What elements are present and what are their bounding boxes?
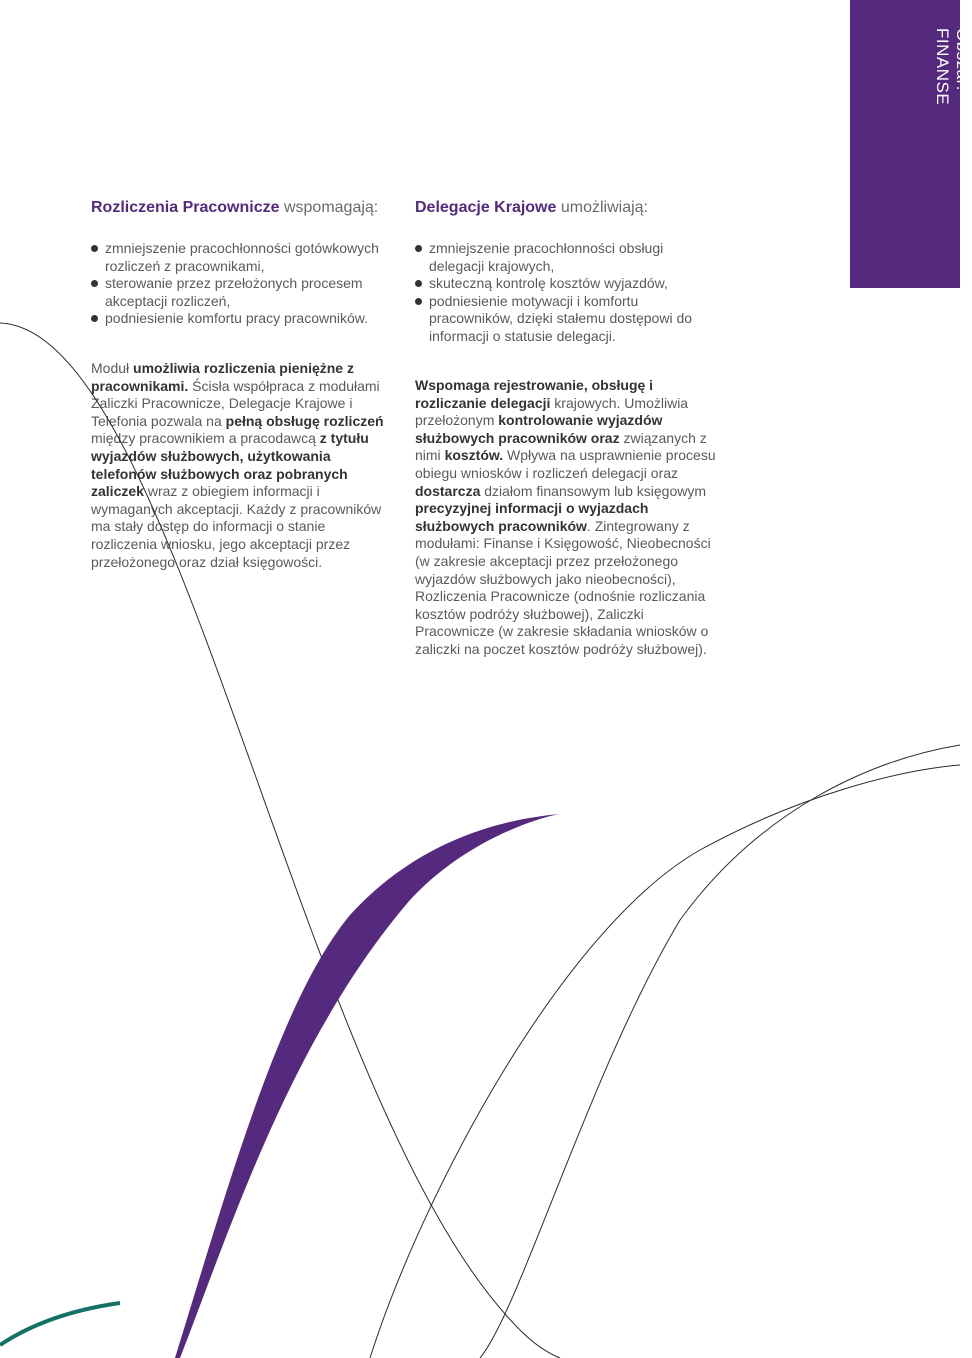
text-run-bold: z tytułu wyjazdów służbowych, użytkowania telefonów służbowych oraz pobranych zaliczek (91, 430, 369, 500)
text-run: związanych z nimi (415, 429, 707, 464)
wave-teal-line (0, 1303, 120, 1345)
text-run-bold: umożliwia rozliczenia pieniężne z pracownikami. (91, 360, 354, 394)
list-item: zmniejszenie pracochłonności gotówkowych rozliczeń z pracownikami, (91, 240, 391, 275)
delegacje-heading-title: Delegacje Krajowe (415, 199, 557, 216)
text-run: między pracownikiem a pracodawcą (91, 430, 320, 447)
rozliczenia-heading-title: Rozliczenia Pracownicze (91, 199, 280, 216)
text-run: krajowych. Umożliwia przełożonym (415, 394, 689, 429)
text-run-bold: precyzyjnej informacji o wyjazdach służbowych pracowników (415, 500, 649, 534)
list-item: skuteczną kontrolę kosztów wyjazdów, (415, 275, 720, 293)
delegacje-heading-suffix: umożliwiają: (556, 199, 648, 216)
text-run-bold: kosztów. (444, 447, 504, 464)
text-run: . Zintegrowany z modułami: Finanse i Księgowość, Nieobecności (w zakresie akceptacji przez przełożonego wyjazdów służbowych jako nieobecności), Rozliczenia Pracownicze (odnośnie rozliczania kosztów podróży służbowej), Zaliczki Pracownicze (w zakresie składania wniosków o zaliczki na poczet kosztów podróży służbowej). (415, 517, 711, 657)
area-label-line2: FINANSE (933, 28, 952, 106)
text-run-bold: dostarcza (415, 482, 481, 499)
text-run: Wpływa na usprawnienie procesu obiegu wniosków i rozliczeń delegacji oraz (415, 447, 716, 481)
text-run-bold: pełną obsługę rozliczeń (225, 412, 384, 429)
text-run: Ścisła współpraca z modułami Zaliczki Pracownicze, Delegacje Krajowe i Telefonia pozwala na (91, 377, 380, 429)
list-item: zmniejszenie pracochłonności obsługi delegacji krajowych, (415, 240, 720, 275)
text-run: działom finansowym lub księgowym (480, 482, 706, 499)
list-item: podniesienie komfortu pracy pracowników. (91, 310, 391, 328)
text-run-bold: kontrolowanie wyjazdów służbowych pracowników oraz (415, 412, 663, 446)
list-item: sterowanie przez przełożonych procesem akceptacji rozliczeń, (91, 275, 391, 310)
text-run-bold: Wspomaga rejestrowanie, obsługę i rozliczanie delegacji (415, 377, 654, 411)
list-item: podniesienie motywacji i komfortu pracowników, dzięki stałemu dostępowi do informacji o statusie delegacji. (415, 293, 720, 346)
text-run: wraz z obiegiem informacji i wymaganych akceptacji. Każdy z pracowników ma stały dostęp do informacji o stanie rozliczenia wniosku, jego akceptacji przez przełożonego oraz dział księgowości. (91, 483, 382, 570)
wave-purple-swoosh (175, 814, 560, 1358)
wave-gray-line-1 (480, 745, 960, 1358)
text-run: Moduł (91, 360, 134, 376)
rozliczenia-heading-suffix: wspomagają: (279, 199, 379, 216)
area-label-line1: Obszar: (953, 28, 972, 92)
